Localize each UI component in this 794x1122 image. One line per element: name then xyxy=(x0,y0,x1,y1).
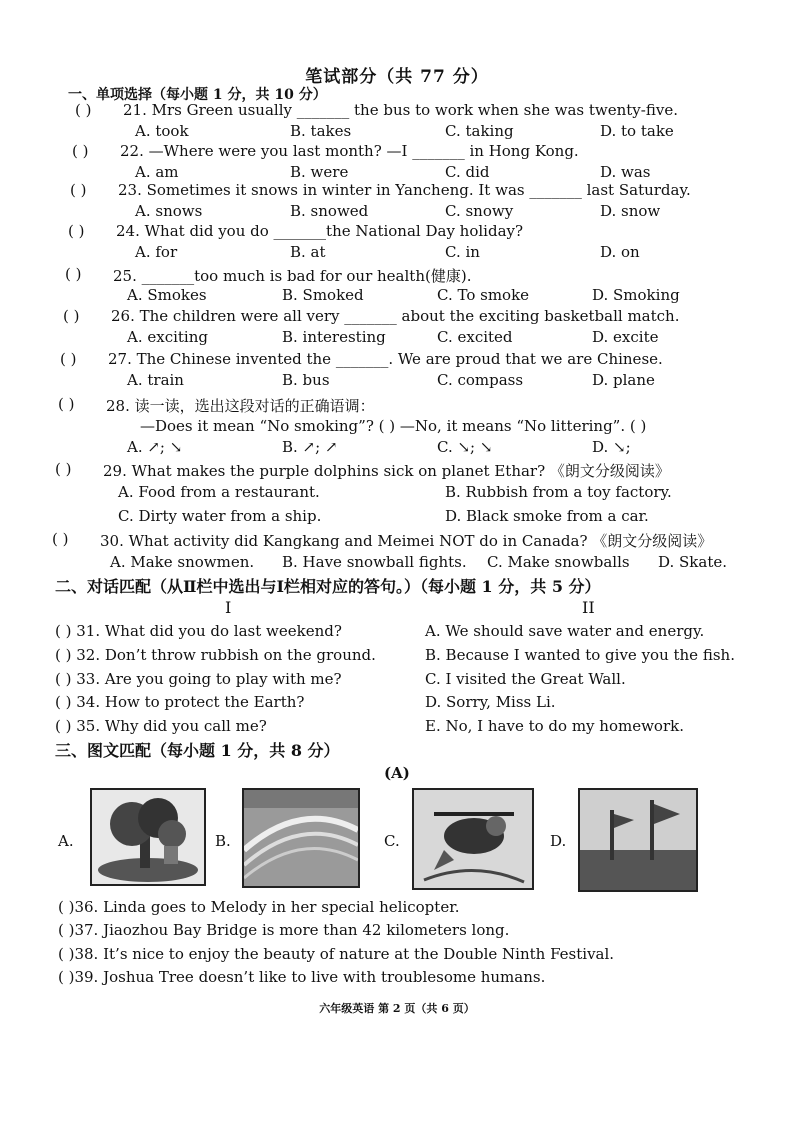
question-34: ( ) 34. How to protect the Earth? xyxy=(55,693,305,711)
option-b: B. bus xyxy=(282,371,330,389)
question-stem: 28. 读一读，选出这段对话的正确语调： xyxy=(106,397,375,415)
question-stem: 24. What did you do _______the National Day holiday? xyxy=(116,222,524,240)
option-b: B. Rubbish from a toy factory. xyxy=(445,483,672,501)
question-stem: 21. Mrs Green usually _______ the bus to work when she was twenty-five. xyxy=(123,101,678,119)
answer-option-c: C. I visited the Great Wall. xyxy=(425,670,626,688)
option-a: A. for xyxy=(135,243,178,261)
answer-option-b: B. Because I wanted to give you the fish. xyxy=(425,646,735,664)
question-stem: 27. The Chinese invented the _______. We are proud that we are Chinese. xyxy=(108,350,663,368)
option-d: D. was xyxy=(600,163,651,181)
picture-question-37: ( )37. Jiaozhou Bay Bridge is more than 42 kilometers long. xyxy=(58,921,510,939)
answer-option-e: E. No, I have to do my homework. xyxy=(425,717,684,735)
question-dialogue: —Does it mean “No smoking”? ( ) —No, it means “No littering”. ( ) xyxy=(140,417,647,435)
picture-question-39: ( )39. Joshua Tree doesn’t like to live with troublesome humans. xyxy=(58,968,546,986)
question-stem: 25. _______too much is bad for our health(健康). xyxy=(113,267,472,285)
festival-picture xyxy=(578,788,698,892)
answer-paren[interactable]: ( ) xyxy=(52,530,69,548)
option-b: B. interesting xyxy=(282,328,386,346)
picture-label-c: C. xyxy=(384,832,400,850)
option-c: C. did xyxy=(445,163,490,181)
column-i-label: I xyxy=(225,598,232,617)
option-b: B. ↗; ↗ xyxy=(282,438,338,456)
option-a: A. train xyxy=(127,371,184,389)
option-a: A. ↗; ↘ xyxy=(127,438,183,456)
option-a: A. Make snowmen. xyxy=(110,553,255,571)
question-stem: 23. Sometimes it snows in winter in Yancheng. It was _______ last Saturday. xyxy=(118,181,691,199)
answer-paren[interactable]: ( ) xyxy=(58,395,75,413)
answer-paren[interactable]: ( ) xyxy=(63,307,80,325)
page-title: 笔试部分（共 77 分） xyxy=(305,67,489,87)
answer-paren[interactable]: ( ) xyxy=(72,142,89,160)
option-c: C. snowy xyxy=(445,202,514,220)
answer-paren[interactable]: ( ) xyxy=(70,181,87,199)
question-35: ( ) 35. Why did you call me? xyxy=(55,717,267,735)
answer-paren[interactable]: ( ) xyxy=(65,265,82,283)
option-c: C. Make snowballs xyxy=(487,553,630,571)
option-b: B. at xyxy=(290,243,326,261)
option-a: A. took xyxy=(135,122,189,140)
option-d: D. Smoking xyxy=(592,286,680,304)
option-a: A. exciting xyxy=(127,328,208,346)
option-c: C. compass xyxy=(437,371,524,389)
option-a: A. Food from a restaurant. xyxy=(118,483,320,501)
page-footer: 六年级英语 第 2 页（共 6 页） xyxy=(319,1002,475,1015)
answer-option-d: D. Sorry, Miss Li. xyxy=(425,693,556,711)
section1-heading: 一、单项选择（每小题 1 分，共 10 分） xyxy=(68,87,327,103)
column-ii-label: II xyxy=(582,598,595,617)
picture-label-a: A. xyxy=(58,832,74,850)
option-c: C. taking xyxy=(445,122,514,140)
option-a: A. am xyxy=(135,163,179,181)
option-d: D. to take xyxy=(600,122,674,140)
option-c: C. Dirty water from a ship. xyxy=(118,507,322,525)
section3-subheading: (A) xyxy=(384,764,410,782)
answer-paren[interactable]: ( ) xyxy=(75,101,92,119)
option-c: C. in xyxy=(445,243,480,261)
option-a: A. Smokes xyxy=(127,286,207,304)
option-b: B. Smoked xyxy=(282,286,364,304)
answer-paren[interactable]: ( ) xyxy=(68,222,85,240)
option-d: D. excite xyxy=(592,328,659,346)
picture-question-38: ( )38. It’s nice to enjoy the beauty of nature at the Double Ninth Festival. xyxy=(58,945,615,963)
option-a: A. snows xyxy=(135,202,203,220)
option-b: B. takes xyxy=(290,122,352,140)
option-c: C. To smoke xyxy=(437,286,530,304)
answer-paren[interactable]: ( ) xyxy=(60,350,77,368)
option-d: D. snow xyxy=(600,202,661,220)
answer-paren[interactable]: ( ) xyxy=(55,460,72,478)
option-c: C. excited xyxy=(437,328,513,346)
question-stem: 26. The children were all very _______ about the exciting basketball match. xyxy=(111,307,680,325)
option-c: C. ↘; ↘ xyxy=(437,438,493,456)
helicopter-picture xyxy=(412,788,534,890)
question-stem: 30. What activity did Kangkang and Meimei NOT do in Canada? 《朗文分级阅读》 xyxy=(100,532,713,550)
question-32: ( ) 32. Don’t throw rubbish on the ground. xyxy=(55,646,376,664)
option-b: B. Have snowball fights. xyxy=(282,553,467,571)
section3-heading: 三、图文匹配（每小题 1 分，共 8 分） xyxy=(55,741,340,760)
question-31: ( ) 31. What did you do last weekend? xyxy=(55,622,342,640)
tree-picture xyxy=(90,788,206,886)
option-d: D. plane xyxy=(592,371,655,389)
bridge-picture xyxy=(242,788,360,888)
picture-label-b: B. xyxy=(215,832,231,850)
option-b: B. snowed xyxy=(290,202,369,220)
answer-option-a: A. We should save water and energy. xyxy=(425,622,705,640)
picture-label-d: D. xyxy=(550,832,567,850)
question-stem: 29. What makes the purple dolphins sick on planet Ethar? 《朗文分级阅读》 xyxy=(103,462,670,480)
section2-heading: 二、对话匹配（从Ⅱ栏中选出与Ⅰ栏相对应的答句。）（每小题 1 分，共 5 分） xyxy=(55,577,601,596)
option-d: D. Skate. xyxy=(658,553,728,571)
question-33: ( ) 33. Are you going to play with me? xyxy=(55,670,342,688)
option-d: D. Black smoke from a car. xyxy=(445,507,649,525)
question-stem: 22. —Where were you last month? —I _______ in Hong Kong. xyxy=(120,142,579,160)
option-b: B. were xyxy=(290,163,349,181)
option-d: D. on xyxy=(600,243,640,261)
option-d: D. ↘; xyxy=(592,438,631,456)
picture-question-36: ( )36. Linda goes to Melody in her special helicopter. xyxy=(58,898,460,916)
